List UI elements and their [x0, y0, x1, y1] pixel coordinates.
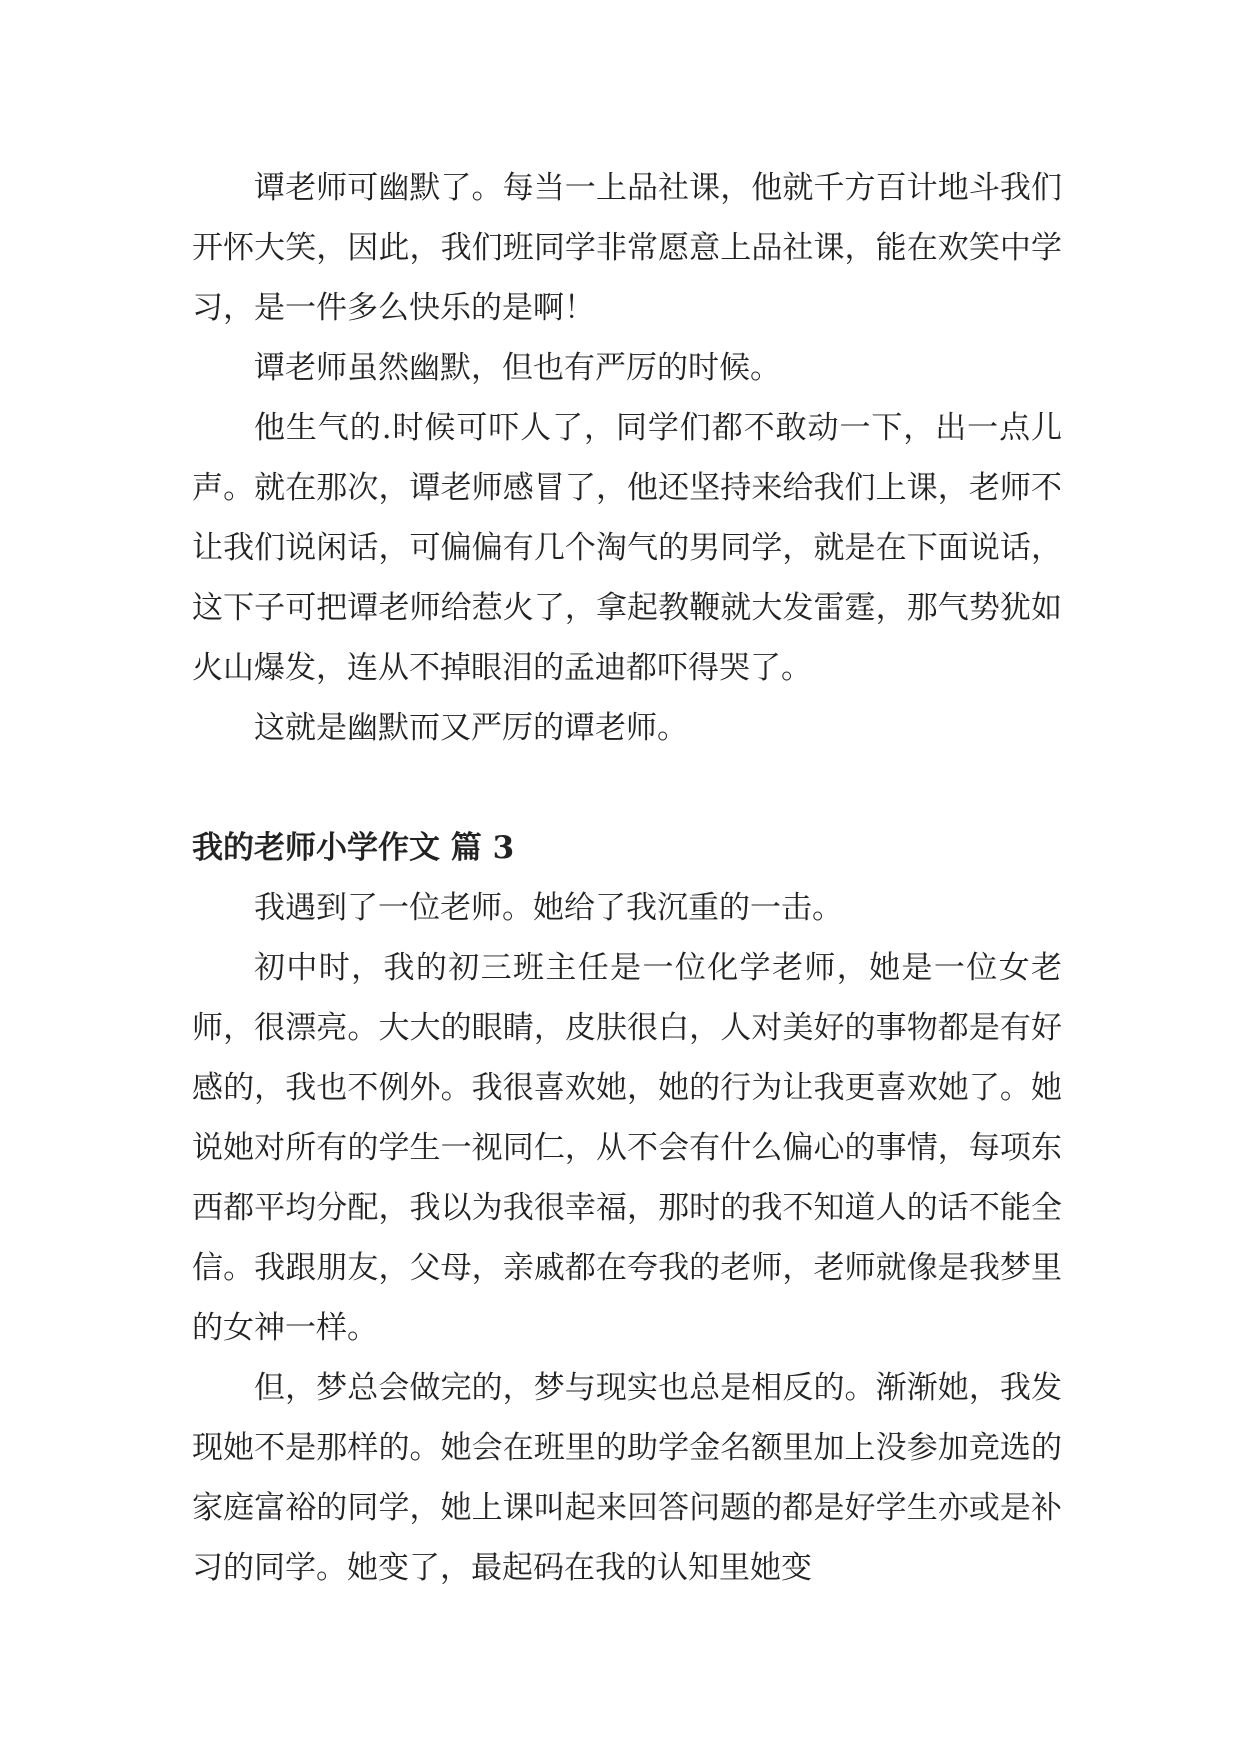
paragraph: 这就是幽默而又严厉的谭老师。	[254, 710, 688, 746]
document-body	[192, 158, 1062, 1598]
paragraph: 我遇到了一位老师。她给了我沉重的一击。	[254, 890, 843, 926]
paragraph: 谭老师虽然幽默，但也有严厉的时候。	[254, 350, 781, 386]
paragraph: 他生气的.时候可吓人了，同学们都不敢动一下，出一点儿声。就在那次，谭老师感冒了，他还坚持来给我们上课，老师不让我们说闲话，可偏偏有几个淘气的男同学，就是在下面说话，这下子可把谭老师给惹火了，拿起教鞭就大发雷霆，那气势犹如火山爆发，连从不掉眼泪的孟迪都吓得哭了。	[192, 410, 1062, 686]
section-heading: 我的老师小学作文 篇 3	[192, 830, 515, 866]
paragraph: 初中时，我的初三班主任是一位化学老师，她是一位女老师，很漂亮。大大的眼睛，皮肤很白，人对美好的事物都是有好感的，我也不例外。我很喜欢她，她的行为让我更喜欢她了。她说她对所有的学生一视同仁，从不会有什么偏心的事情，每项东西都平均分配，我以为我很幸福，那时的我不知道人的话不能全信。我跟朋友，父母，亲戚都在夸我的老师，老师就像是我梦里的女神一样。	[192, 950, 1062, 1346]
paragraph: 谭老师可幽默了。每当一上品社课，他就千方百计地斗我们开怀大笑，因此，我们班同学非常愿意上品社课，能在欢笑中学习，是一件多么快乐的是啊！	[192, 170, 1062, 326]
paragraph: 但，梦总会做完的，梦与现实也总是相反的。渐渐她，我发现她不是那样的。她会在班里的助学金名额里加上没参加竞选的家庭富裕的同学，她上课叫起来回答问题的都是好学生亦或是补习的同学。她变了，最起码在我的认知里她变	[192, 1370, 1062, 1586]
